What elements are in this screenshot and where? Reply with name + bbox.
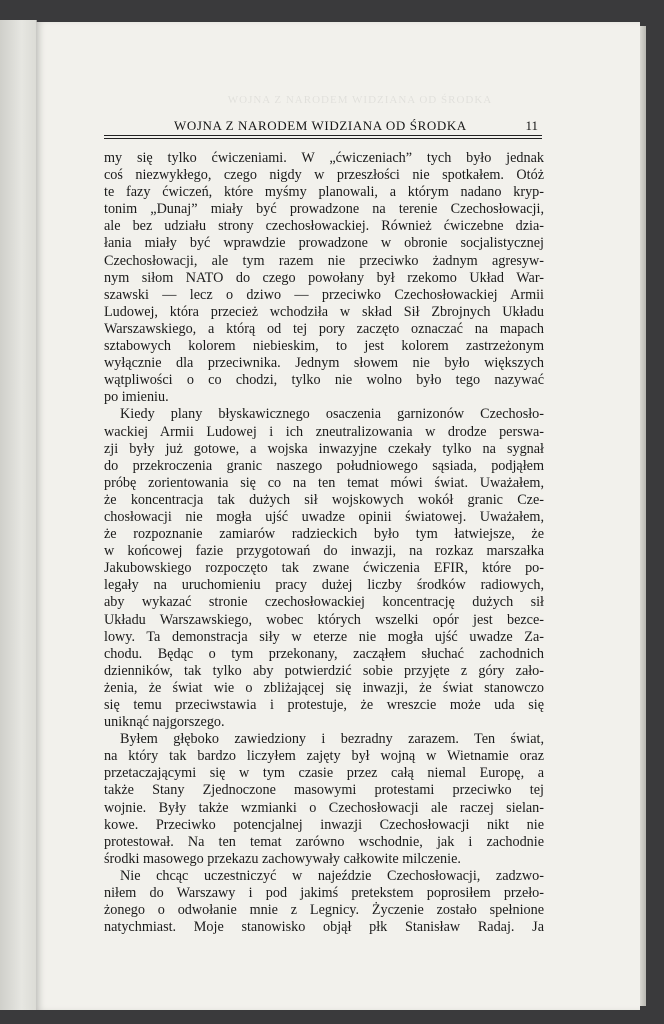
text-line: nym siłom NATO do czego powołany był rzekomo Układ War- <box>104 269 544 286</box>
page-header <box>104 116 542 140</box>
text-line: dzienników, tak tylko aby potwierdzić sobie przyjęte z góry zało- <box>104 662 544 679</box>
text-line: Byłem głęboko zawiedziony i bezradny zarazem. Ten świat, <box>120 731 544 748</box>
text-line: Ludowej, która przecież wchodziła w skład Sił Zbrojnych Układu <box>104 303 544 320</box>
text-line: Czechosłowacji, ale tym razem nie przeciwko żadnym agresyw- <box>104 252 544 269</box>
text-line: żonego o odwołanie mnie z Legnicy. Życzenie zostało spełnione <box>104 902 544 919</box>
text-line: do przekroczenia granic naszego południowego sąsiada, podjąłem <box>104 457 544 474</box>
text-line: protestował. Na ten temat zarówno wschodnie, jak i zachodnie <box>104 833 544 850</box>
bleed-through-header: WOJNA Z NARODEM WIDZIANA OD ŚRODKA <box>227 94 493 106</box>
text-line: niłem do Warszawy i pod jakimś pretekstem poprosiłem przeło- <box>104 885 544 902</box>
text-line: w końcowej fazie przygotowań do inwazji, na rozkaz marszałka <box>104 543 544 560</box>
page-number: 11 <box>525 118 538 133</box>
text-line: próbę zorientowania się co na ten temat mówi świat. Uważałem, <box>104 474 544 491</box>
text-line: legały na uruchomieniu pracy dużej liczby środków radiowych, <box>104 577 544 594</box>
text-line: Kiedy plany błyskawicznego osaczenia garnizonów Czechosło- <box>120 406 544 423</box>
text-line: tonim „Dunaj” miały być prowadzone na terenie Czechosłowacji, <box>104 201 544 218</box>
body-text <box>104 150 544 936</box>
text-line: ale bez udziału strony czechosłowackiej. Również ćwiczebne dzia- <box>104 218 544 235</box>
text-line: wątpliwości o co chodzi, tylko nie wolno było tego nazywać <box>104 372 544 389</box>
text-line: wojnie. Były także wzmianki o Czechosłowacji ale raczej sielan- <box>104 799 544 816</box>
text-line: się temu przeciwstawia i protestuje, że wreszcie może uda się <box>104 697 544 713</box>
text-line: wyłącznie dla przeciwnika. Jednym słowem nie było większych <box>104 355 544 372</box>
text-line: Warszawskiego, a którą od tej pory zaczęto oznaczać na mapach <box>104 320 544 337</box>
text-line: coś niezwykłego, czego nigdy w przeszłości nie spotkałem. Otóż <box>104 167 544 184</box>
text-line: aby wykazać stronie czechosłowackiej koncentrację dużych sił <box>104 594 544 611</box>
text-line: szawski — lecz o dziwo — przeciwko Czechosłowackiej Armii <box>104 286 544 303</box>
text-line: przetaczającymi się w tym czasie przez całą niemal Europę, a <box>104 765 544 782</box>
text-line: uniknąć najgorszego. <box>104 714 225 731</box>
text-line: żenia, że świat wie o zbliżającej się inwazji, że świat stanowczo <box>104 679 544 696</box>
text-line: my się tylko ćwiczeniami. W „ćwiczeniach” tych było jednak <box>104 150 544 166</box>
text-line: te fazy ćwiczeń, które myśmy planowali, a którym nadano kryp- <box>104 184 544 201</box>
text-line: że koncentracja tak dużych sił wojskowych wokół granic Cze- <box>104 491 544 508</box>
text-line: natychmiast. Moje stanowisko objął płk Stanisław Radaj. Ja <box>104 919 544 936</box>
text-line: Jakubowskiego rozpoczęto tak zwane ćwiczenia EFIR, które po- <box>104 560 544 577</box>
text-line: zji były już gotowe, a wojska inwazyjne czekały tylko na sygnał <box>104 440 544 457</box>
header-rule-bottom <box>104 138 542 139</box>
text-line: także Stany Zjednoczone masowymi protestami przeciwko tej <box>104 782 544 799</box>
page-stack-edge <box>640 26 646 1006</box>
text-line: wackiej Armii Ludowej i ich zneutralizowania w drodze perswa- <box>104 423 544 440</box>
text-line: łania miały być wprawdzie prowadzone w obronie socjalistycznej <box>104 235 544 252</box>
header-rule-top <box>104 135 542 136</box>
text-line: środki masowego przekazu zachowywały całkowite milczenie. <box>104 850 461 867</box>
text-line: chosłowacji nie mogła ujść uwadze opinii światowej. Uważałem, <box>104 508 544 525</box>
text-line: Układu Warszawskiego, wobec których wszelki opór jest bezce- <box>104 611 544 628</box>
text-line: po imieniu. <box>104 389 169 406</box>
text-line: chodu. Będąc o tym przekonany, zacząłem słuchać zachodnich <box>104 645 544 662</box>
text-line: kowe. Przeciwko potencjalnej inwazji Czechosłowacji nikt nie <box>104 816 544 833</box>
text-line: na który tak bardzo liczyłem zajęty był wojną w Wietnamie oraz <box>104 748 544 765</box>
text-line: lowy. Ta demonstracja siły w eterze nie mogła ujść uwadze Za- <box>104 628 544 645</box>
text-line: sztabowych kolorem niebieskim, to jest kolorem zastrzeżonym <box>104 338 544 355</box>
facing-page-edge <box>0 20 37 1010</box>
running-head: WOJNA Z NARODEM WIDZIANA OD ŚRODKA <box>174 118 467 133</box>
text-line: że rozpoznanie zamiarów radzieckich było tym łatwiejsze, że <box>104 526 544 543</box>
text-line: Nie chcąc uczestniczyć w najeździe Czechosłowacji, zadzwo- <box>120 867 544 884</box>
